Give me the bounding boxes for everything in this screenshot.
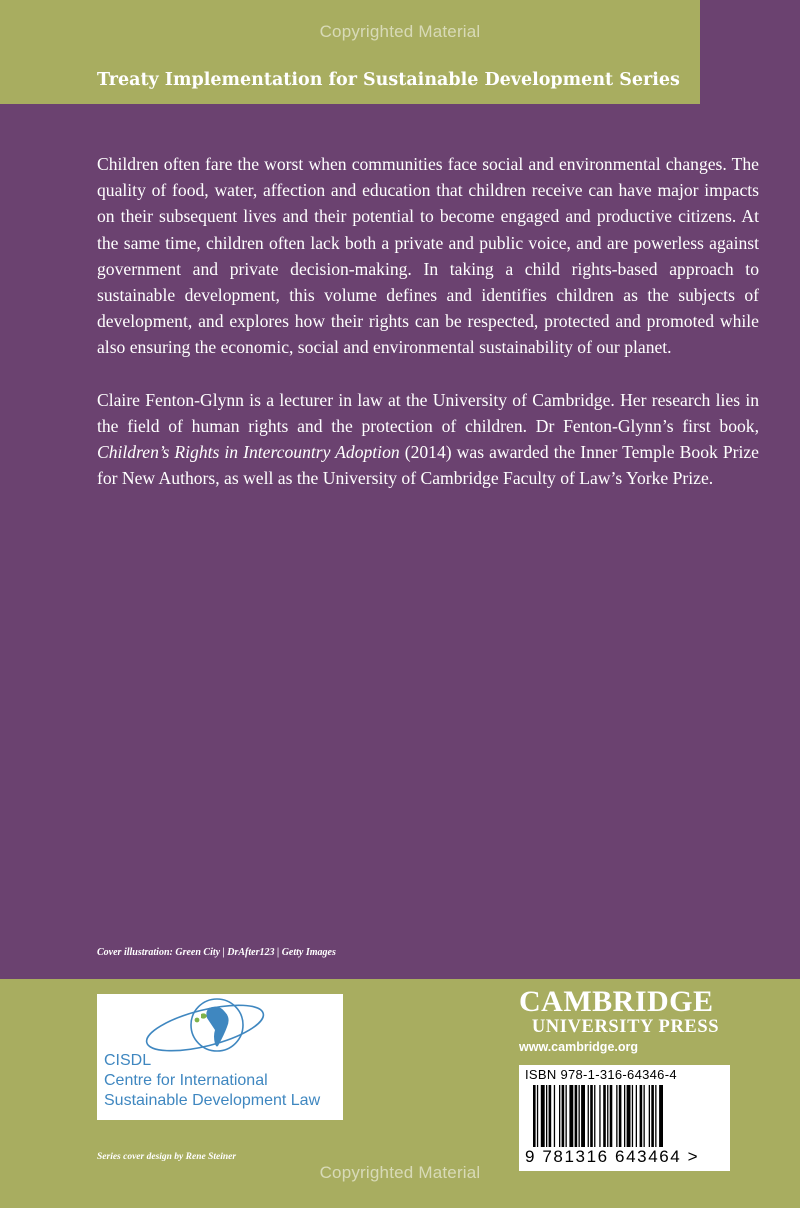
author-bio: [97, 387, 759, 492]
blurb-paragraph: Children often fare the worst when communities face social and environmental changes. The quality of food, water, affection and education that children receive can have major impacts on their subsequent lives and their potential to become engaged and productive citizens. At the same time, children often lack both a private and public voice, and are powerless against government and private decision-making. In taking a child rights-based approach to sustainable development, this volume defines and identifies children as the subjects of development, and explores how their rights can be respected, protected and promoted while also ensuring the economic, social and environmental sustainability of our planet.: [97, 154, 759, 358]
author-bio-outro: (2014) was awarded the Inner Temple Book Prize for New Authors, as well as the University of Cambridge Faculty of Law’s Yorke Prize.: [97, 442, 759, 489]
copyright-watermark-bottom: Copyrighted Material: [319, 1163, 481, 1182]
cisdl-abbreviation: CISDL: [104, 1052, 152, 1069]
publisher-subtitle: UNIVERSITY PRESS: [531, 1017, 720, 1037]
copyright-watermark-top: Copyrighted Material: [319, 22, 481, 41]
isbn-label: ISBN 978-1-316-64346-4: [525, 1067, 677, 1082]
series-design-credit: Series cover design by Rene Steiner: [97, 1152, 237, 1162]
cisdl-logo: [97, 994, 343, 1120]
isbn-barcode: [519, 1065, 730, 1171]
cisdl-name-line1: Centre for International: [104, 1072, 268, 1089]
series-title: Treaty Implementation for Sustainable Development Series: [97, 70, 680, 90]
back-cover-text: [97, 151, 759, 491]
globe-emblem-icon: [135, 994, 275, 1056]
author-book-title: Children’s Rights in Intercountry Adoption: [97, 442, 400, 463]
author-bio-intro: Claire Fenton-Glynn is a lecturer in law at the University of Cambridge. Her research lies in the field of human rights and the protection of children. Dr Fenton-Glynn’s first book,: [97, 389, 759, 436]
publisher-name: CAMBRIDGE: [519, 985, 714, 1018]
cover-illustration-credit: Cover illustration: Green City | DrAfter123 | Getty Images: [97, 947, 336, 958]
cisdl-name-line2: Sustainable Development Law: [104, 1092, 321, 1109]
publisher-url: www.cambridge.org: [519, 1040, 639, 1054]
barcode-digits: 9 781316 643464 >: [525, 1147, 700, 1166]
